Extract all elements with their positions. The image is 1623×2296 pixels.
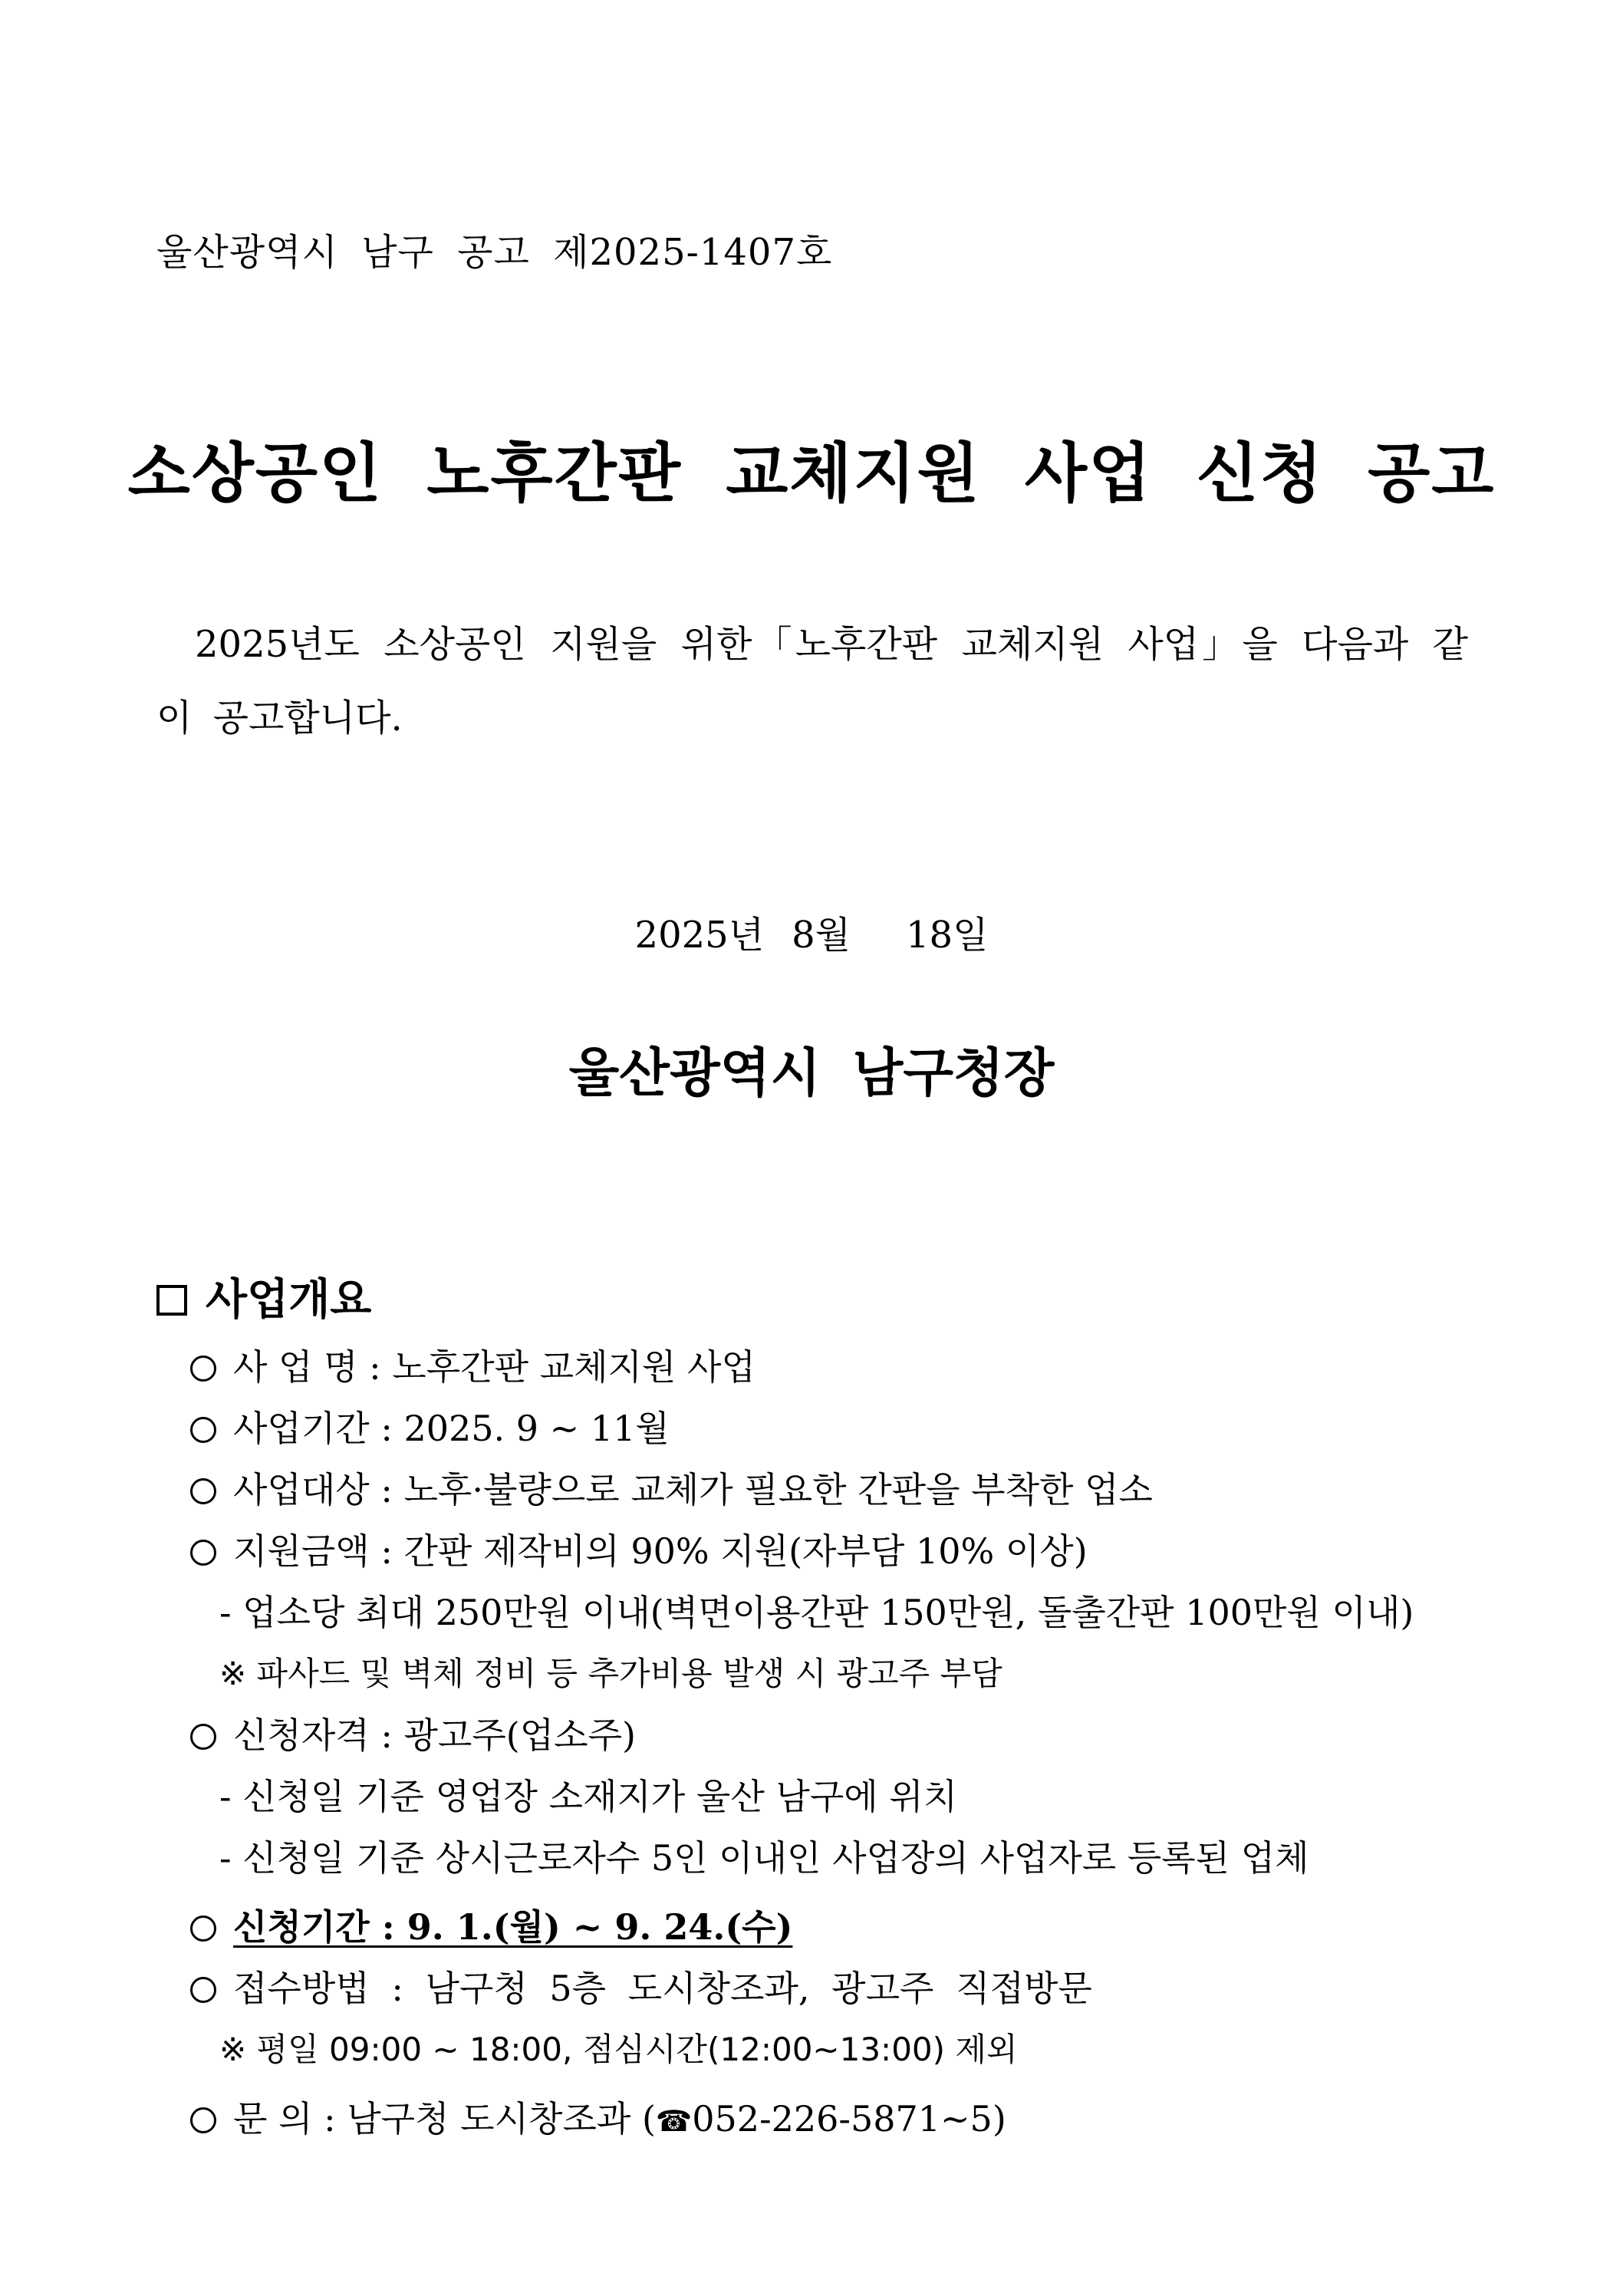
item-inquiry (190, 2096, 1006, 2144)
item-amount-text: 지원금액 : 간판 제작비의 90% 지원(자부담 10% 이상) (233, 1530, 1088, 1572)
item-reception-text: 접수방법 : 남구청 5층 도시창조과, 광고주 직접방문 (233, 1968, 1092, 2009)
item-inquiry-text: 문 의 : 남구청 도시창조과 ( (233, 2098, 656, 2140)
item-period-text: 사업기간 : 2025. 9 ~ 11월 (233, 1408, 670, 1449)
item-project-name (190, 1344, 756, 1390)
circle-bullet-icon (190, 1977, 216, 2003)
item-period (190, 1405, 670, 1451)
item-project-name-text: 사 업 명 : 노후간판 교체지원 사업 (233, 1346, 756, 1388)
item-application-period (190, 1904, 792, 1950)
checkbox-square-icon (156, 1285, 187, 1316)
item-inquiry-phone: 052-226-5871~5) (692, 2098, 1006, 2140)
issue-date-month: 8월 (792, 914, 851, 957)
item-amount-note: ※ 파사드 및 벽체 정비 등 추가비용 발생 시 광고주 부담 (219, 1655, 1002, 1692)
circle-bullet-icon (190, 2107, 216, 2133)
circle-bullet-icon (190, 1478, 216, 1504)
item-eligibility-1: - 신청일 기준 영업장 소재지가 울산 남구에 위치 (219, 1776, 958, 1817)
phone-icon: ☎ (655, 2104, 693, 2138)
circle-bullet-icon (190, 1356, 216, 1382)
item-eligibility (190, 1712, 636, 1758)
issuer-name: 울산광역시 남구청장 (568, 1043, 1055, 1104)
item-target (190, 1467, 1153, 1513)
item-application-period-text: 신청기간 : 9. 1.(월) ~ 9. 24.(수) (233, 1906, 793, 1948)
item-target-text: 사업대상 : 노후·불량으로 교체가 필요한 간판을 부착한 업소 (233, 1469, 1153, 1510)
item-amount (190, 1528, 1088, 1574)
issue-date (0, 905, 1623, 958)
notice-number: 울산광역시 남구 공고 제2025-1407호 (156, 231, 833, 274)
item-reception-note: ※ 평일 09:00 ~ 18:00, 점심시간(12:00~13:00) 제외 (219, 2031, 1018, 2068)
item-eligibility-2: - 신청일 기준 상시근로자수 5인 이내인 사업장의 사업자로 등록된 업체 (219, 1837, 1309, 1879)
item-amount-detail: - 업소당 최대 250만원 이내(벽면이용간판 150만원, 돌출간판 100만원 이내) (219, 1592, 1414, 1633)
section-heading (156, 1266, 371, 1327)
item-reception (190, 1965, 1092, 2011)
circle-bullet-icon (190, 1540, 216, 1566)
issue-date-day: 18일 (906, 914, 989, 957)
circle-bullet-icon (190, 1417, 216, 1443)
item-eligibility-text: 신청자격 : 광고주(업소주) (233, 1715, 636, 1756)
circle-bullet-icon (190, 1724, 216, 1750)
section-heading-label: 사업개요 (206, 1275, 372, 1325)
intro-paragraph: 2025년도 소상공인 지원을 위한「노후간판 교체지원 사업」을 다음과 같이 공고합니다. (156, 623, 1468, 740)
issue-date-year: 2025년 (634, 914, 765, 957)
circle-bullet-icon (190, 1916, 216, 1942)
page-title: 소상공인 노후간판 교체지원 사업 신청 공고 (127, 436, 1496, 511)
